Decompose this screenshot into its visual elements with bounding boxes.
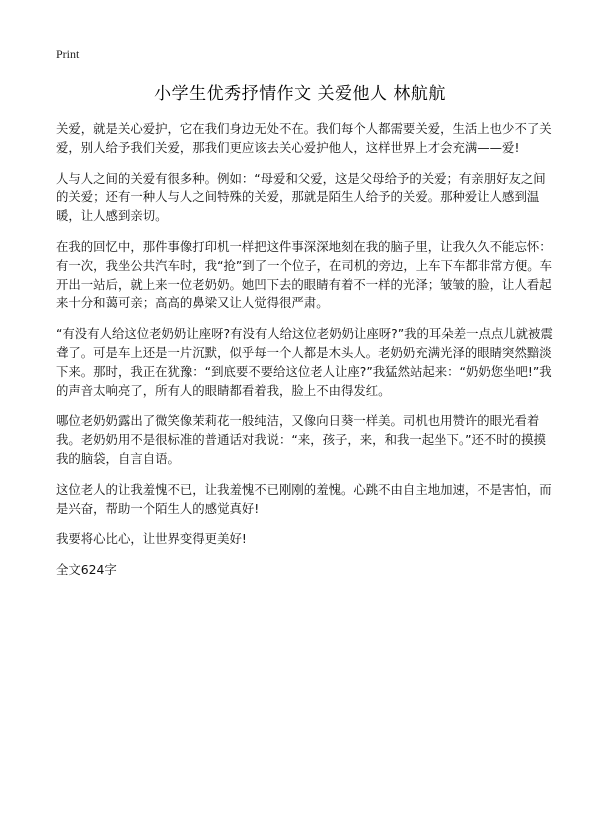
print-link[interactable]: Print (56, 47, 80, 61)
article-paragraph: 哪位老奶奶露出了微笑像茉莉花一般纯洁，又像向日葵一样美。司机也用赞许的眼光看着我。老奶奶用不是很标准的普通话对我说：“来，孩子，来，和我一起坐下。”还不时的摸摸我的脑袋，自言自语。 (56, 413, 546, 466)
article-paragraph: 我要将心比心，让世界变得更美好! (56, 531, 247, 547)
word-count: 全文624字 (56, 562, 117, 578)
article-paragraph: 这位老人的让我羞愧不已，让我羞愧不已刚刚的羞愧。心跳不由自主地加速，不是害怕，而是兴奋，帮助一个陌生人的感觉真好! (56, 481, 552, 516)
article-paragraph: 在我的回忆中，那件事像打印机一样把这件事深深地刻在我的脑子里，让我久久不能忘怀：有一次，我坐公共汽车时，我“抢”到了一个位子，在司机的旁边，上车下车都非常方便。车开出一站后，就上来一位老奶奶。她凹下去的眼睛有着不一样的光泽；皱皱的脸，让人看起来十分和蔼可亲；高高的鼻梁又让人觉得很严肃。 (56, 238, 553, 311)
article-paragraph: 人与人之间的关爱有很多种。例如：“母爱和父爱，这是父母给予的关爱；有亲朋好友之间的关爱；还有一种人与人之间特殊的关爱，那就是陌生人给予的关爱。那种爱让人感到温暖，让人感到亲切。 (56, 170, 546, 224)
article-paragraph: “有没有人给这位老奶奶让座呀?有没有人给这位老奶奶让座呀?”我的耳朵差一点点儿就被震聋了。可是车上还是一片沉默，似乎每一个人都是木头人。老奶奶充满光泽的眼睛突然黯淡下来。那时，我正在犹豫：“到底要不要给这位老人让座?”我猛然站起来：“奶奶您坐吧!”我的声音太响亮了，所有人的眼睛都看着我，脸上不由得发红。 (56, 326, 553, 398)
article-body (56, 120, 554, 592)
article-paragraph: 关爱，就是关心爱护，它在我们身边无处不在。我们每个人都需要关爱，生活上也少不了关爱，别人给予我们关爱，那我们更应该去关心爱护他人，这样世界上才会充满——爱! (56, 121, 552, 155)
article-title: 小学生优秀抒情作文 关爱他人 林航航 (154, 84, 446, 104)
